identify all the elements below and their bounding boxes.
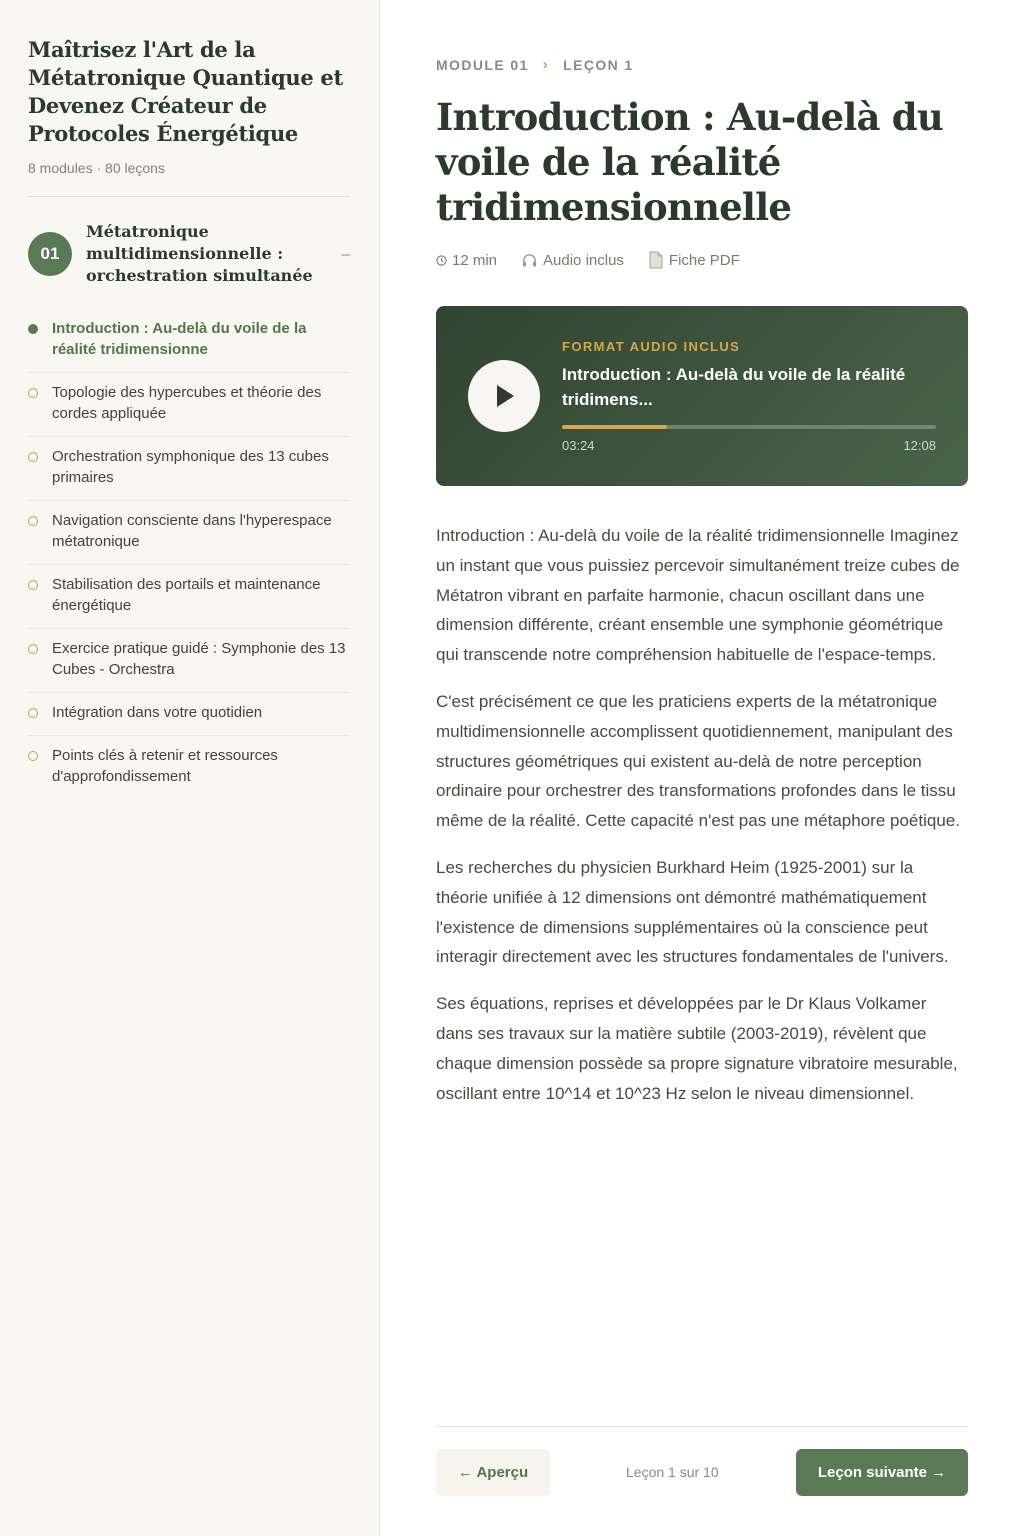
lesson-status-dot-icon	[28, 324, 38, 334]
lesson-status-dot-icon	[28, 388, 38, 398]
sidebar-divider	[28, 196, 350, 197]
duration-meta	[436, 252, 497, 269]
lesson-status-dot-icon	[28, 708, 38, 718]
headphones-icon	[521, 252, 538, 269]
current-time: 03:24	[562, 438, 595, 453]
lesson-status-dot-icon	[28, 751, 38, 761]
footer-divider	[436, 1426, 968, 1427]
play-icon	[491, 382, 517, 410]
next-lesson-button[interactable]: Leçon suivante →	[796, 1449, 968, 1496]
body-paragraph: Introduction : Au-delà du voile de la réalité tridimensionnelle Imaginez un instant que vous puissiez percevoir simultanément treize cubes de Métatron vibrant en parfaite harmonie, chacun oscillant dans une dimension différente, créant ensemble une symphonie géométrique qui transcende notre compréhension habituelle de l'espace-temps.	[436, 526, 960, 665]
chevron-right-icon: ›	[542, 56, 550, 73]
lesson-status-dot-icon	[28, 452, 38, 462]
lesson-item[interactable]	[28, 565, 350, 629]
lesson-item[interactable]	[28, 693, 350, 736]
breadcrumb-lesson: LEÇON 1	[563, 56, 634, 73]
pdf-label: Fiche PDF	[668, 251, 740, 269]
lesson-item[interactable]	[28, 736, 350, 799]
lesson-label: Topologie des hypercubes et théorie des cordes appliquée	[52, 384, 322, 422]
lesson-list	[28, 309, 350, 799]
audio-player	[436, 306, 968, 486]
total-time: 12:08	[903, 438, 936, 453]
lesson-counter: Leçon 1 sur 10	[626, 1464, 719, 1480]
audio-progress-bar[interactable]	[562, 425, 936, 429]
course-meta: 8 modules · 80 leçons	[28, 160, 165, 176]
lesson-item[interactable]	[28, 437, 350, 501]
breadcrumb	[436, 56, 634, 73]
lesson-item[interactable]	[28, 373, 350, 437]
audio-meta	[521, 252, 624, 269]
lesson-content	[436, 0, 968, 1536]
body-paragraph: Les recherches du physicien Burkhard Heim (1925-2001) sur la théorie unifiée à 12 dimensions ont démontré mathématiquement l'existence de dimensions supplémentaires où la conscience peut interagir directement avec les structures fondamentales de l'univers.	[436, 857, 949, 967]
module-number-badge: 01	[28, 232, 72, 276]
body-paragraph: C'est précisément ce que les praticiens experts de la métatronique multidimensionnelle accomplissent quotidiennement, manipulant des structures géométriques qui existent au-delà de notre perception ordinaire pour orchestrer des transformations profondes dans le tissu même de la réalité. Cette capacité n'est pas une métaphore poétique.	[436, 691, 960, 831]
lesson-label: Intégration dans votre quotidien	[52, 704, 263, 721]
play-button[interactable]	[468, 360, 540, 432]
audio-progress-fill	[562, 425, 667, 429]
lesson-item[interactable]	[28, 501, 350, 565]
page-title: Introduction : Au-delà du voile de la réalité tridimensionnelle	[436, 95, 943, 229]
player-track-title: Introduction : Au-delà du voile de la réalité tridimens...	[562, 365, 906, 409]
lesson-item[interactable]	[28, 309, 350, 373]
player-format-label: FORMAT AUDIO INCLUS	[562, 339, 741, 354]
lesson-label: Exercice pratique guidé : Symphonie des 13 Cubes - Orchestra	[52, 640, 346, 678]
duration-label: 12 min	[452, 251, 498, 269]
pdf-meta[interactable]	[648, 251, 740, 269]
body-paragraph: Ses équations, reprises et développées par le Dr Klaus Volkamer dans ses travaux sur la matière subtile (2003-2019), révèlent que chaque dimension possède sa propre signature vibratoire mesurable, oscillant entre 10^14 et 10^23 Hz selon le niveau dimensionnel.	[436, 994, 958, 1103]
document-icon	[648, 251, 664, 269]
course-title: Maîtrisez l'Art de la Métatronique Quantique et Devenez Créateur de Protocoles Énergétique	[28, 37, 343, 146]
course-sidebar	[0, 0, 380, 1536]
lesson-label: Introduction : Au-delà du voile de la réalité tridimensionne	[52, 320, 307, 358]
lesson-label: Points clés à retenir et ressources d'approfondissement	[52, 747, 278, 785]
collapse-icon[interactable]: –	[341, 245, 350, 263]
module-header[interactable]	[28, 221, 350, 287]
lesson-label: Navigation consciente dans l'hyperespace métatronique	[52, 512, 332, 550]
clock-icon	[436, 255, 447, 266]
lesson-label: Stabilisation des portails et maintenance énergétique	[52, 576, 321, 614]
lesson-meta	[436, 251, 764, 269]
lesson-status-dot-icon	[28, 580, 38, 590]
lesson-status-dot-icon	[28, 644, 38, 654]
lesson-status-dot-icon	[28, 516, 38, 526]
lesson-body	[436, 521, 968, 1125]
lesson-label: Orchestration symphonique des 13 cubes primaires	[52, 448, 329, 486]
previous-button[interactable]: ← Aperçu	[436, 1449, 550, 1496]
module-title: Métatronique multidimensionnelle : orchestration simultanée	[86, 222, 313, 285]
lesson-item[interactable]	[28, 629, 350, 693]
audio-label: Audio inclus	[543, 251, 624, 269]
breadcrumb-module[interactable]: MODULE 01	[436, 56, 529, 73]
